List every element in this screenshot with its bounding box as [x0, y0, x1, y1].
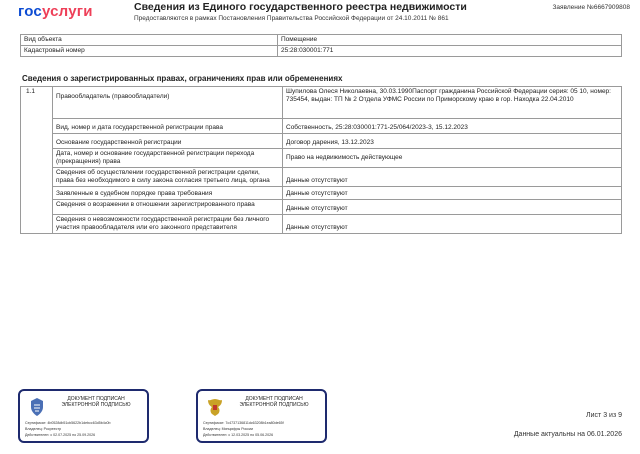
item-number: 1.1 — [21, 87, 53, 234]
court-claims-value: Данные отсутствуют — [283, 187, 622, 200]
rights-table — [20, 86, 622, 234]
court-claims-label: Заявленные в судебном порядке права требования — [53, 187, 283, 200]
transfer-info-label: Дата, номер и основание государственной регистрации перехода (прекращения) права — [53, 149, 283, 168]
object-info-table — [20, 34, 622, 57]
page-number: Лист 3 из 9 — [586, 412, 622, 419]
object-type-value: Помещение — [278, 35, 622, 46]
table-row — [21, 87, 622, 119]
cadastral-number-label: Кадастровый номер — [21, 46, 278, 57]
table-row — [21, 46, 622, 57]
stamp-certificate: Сертификат: 4b0528db51cb5622b1debcc63d5b4c0b — [25, 421, 111, 425]
consent-info-value: Данные отсутствуют — [283, 168, 622, 187]
coat-of-arms-icon — [204, 396, 226, 418]
stamp-title: ДОКУМЕНТ ПОДПИСАН ЭЛЕКТРОННОЙ ПОДПИСЬЮ — [239, 396, 309, 408]
stamp-title: ДОКУМЕНТ ПОДПИСАН ЭЛЕКТРОННОЙ ПОДПИСЬЮ — [61, 396, 131, 408]
objection-info-value: Данные отсутствуют — [283, 200, 622, 215]
document-subtitle: Предоставляются в рамках Постановления Правительства Российской Федерации от 24.10.2011 № 861 — [134, 15, 449, 22]
table-row — [21, 200, 622, 215]
application-number: Заявление №6667909808 — [552, 4, 630, 11]
document-title: Сведения из Единого государственного реестра недвижимости — [134, 1, 467, 13]
stamp-validity: Действителен: с 12.03.2025 по 05.06.2026 — [203, 433, 274, 437]
personal-participation-value: Данные отсутствуют — [283, 215, 622, 234]
table-row — [21, 35, 622, 46]
registration-type-value: Собственность, 25:28:030001:771-25/064/2023-3, 15.12.2023 — [283, 119, 622, 134]
document-header — [0, 0, 640, 28]
table-row — [21, 149, 622, 168]
electronic-signature-stamp-rosreestr — [18, 389, 149, 443]
table-row — [21, 187, 622, 200]
personal-participation-label: Сведения о невозможности государственной регистрации без личного участия правообладателя или его законного представителя — [53, 215, 283, 234]
stamp-owner: Владелец: Росреестр — [25, 427, 62, 431]
objection-info-label: Сведения о возражении в отношении зарегистрированного права — [53, 200, 283, 215]
electronic-signature-stamp-mincifry — [196, 389, 327, 443]
transfer-info-value: Право на недвижимость действующее — [283, 149, 622, 168]
rosreestr-emblem-icon — [26, 396, 48, 418]
table-row — [21, 119, 622, 134]
registration-type-label: Вид, номер и дата государственной регистрации права — [53, 119, 283, 134]
registration-basis-value: Договор дарения, 13.12.2023 — [283, 134, 622, 149]
stamp-owner: Владелец: Минцифры России — [203, 427, 254, 431]
table-row — [21, 168, 622, 187]
table-row — [21, 215, 622, 234]
stamp-validity: Действителен: с 02.07.2025 по 25.09.2026 — [25, 433, 96, 437]
logo-part-gos: гос — [18, 3, 42, 20]
object-type-label: Вид объекта — [21, 35, 278, 46]
rights-section-title: Сведения о зарегистрированных правах, ограничениях прав или обременениях — [22, 74, 343, 83]
logo-part-uslugi: услуги — [41, 3, 93, 20]
stamp-certificate: Сертификат: 7c4737136811dc63208b1ea80de65f — [203, 421, 284, 425]
gosuslugi-logo[interactable] — [18, 3, 93, 20]
registration-basis-label: Основание государственной регистрации — [53, 134, 283, 149]
cadastral-number-value: 25:28:030001:771 — [278, 46, 622, 57]
consent-info-label: Сведения об осуществлении государственной регистрации сделки, права без необходимого в силу закона согласия третьего лица, органа — [53, 168, 283, 187]
table-row — [21, 134, 622, 149]
data-actual-date: Данные актуальны на 06.01.2026 — [513, 431, 622, 438]
right-holder-label: Правообладатель (правообладатели) — [53, 87, 283, 119]
right-holder-value: Шупилова Олеся Николаевна, 30.03.1990Паспорт гражданина Российской Федерации серия: 05 10, номер: 735454, выдан: ТП № 2 Отдела УФМС России по Приморскому краю в гор. Находка 22.04.2010 — [283, 87, 622, 119]
